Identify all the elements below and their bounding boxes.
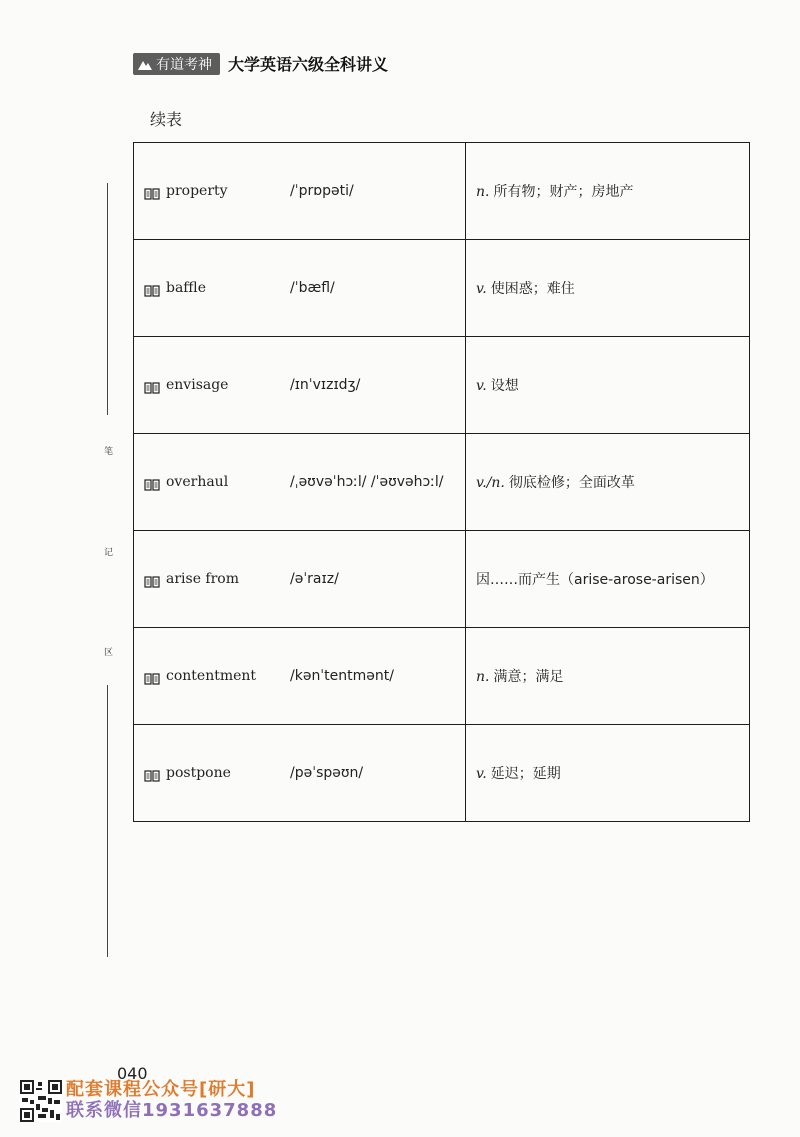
meaning: 设想 xyxy=(490,378,519,394)
part-of-speech: v. xyxy=(476,378,487,394)
word: postpone xyxy=(166,765,231,781)
phonetic: /ɪnˈvɪzɪdʒ/ xyxy=(290,377,361,393)
definition-cell xyxy=(466,240,750,337)
book-icon xyxy=(144,573,160,585)
definition-cell xyxy=(466,143,750,240)
table-row xyxy=(134,143,750,240)
word-cell xyxy=(134,628,466,725)
continued-label: 续表 xyxy=(150,110,183,129)
word-cell xyxy=(134,725,466,822)
table-row xyxy=(134,725,750,822)
phonetic: /pəˈspəʊn/ xyxy=(290,765,364,781)
margin-note-3: 区 xyxy=(104,648,114,658)
word-cell xyxy=(134,240,466,337)
meaning: 因……而产生（arise-arose-arisen） xyxy=(476,572,714,588)
word: overhaul xyxy=(166,474,229,490)
table-row xyxy=(134,240,750,337)
table-row xyxy=(134,434,750,531)
meaning: 延迟；延期 xyxy=(490,766,561,782)
promo-text xyxy=(66,1079,277,1121)
phonetic: /əˈraɪz/ xyxy=(290,571,339,587)
book-icon xyxy=(144,767,160,779)
word: contentment xyxy=(166,668,257,684)
meaning: 所有物；财产；房地产 xyxy=(493,184,634,200)
definition-cell xyxy=(466,434,750,531)
margin-divider-bottom xyxy=(107,685,108,957)
definition-cell xyxy=(466,725,750,822)
definition-cell xyxy=(466,628,750,725)
promo-line-2: 联系微信1931637888 xyxy=(66,1100,278,1121)
phonetic: /ˈbæfl/ xyxy=(290,280,335,296)
page-header xyxy=(133,52,388,75)
qr-code-icon xyxy=(20,1080,62,1122)
meaning: 彻底检修；全面改革 xyxy=(508,475,635,491)
phonetic: /ˌəʊvəˈhɔːl/ /ˈəʊvəhɔːl/ xyxy=(290,474,444,490)
promo-line-1: 配套课程公众号[研大] xyxy=(66,1079,256,1100)
part-of-speech: n. xyxy=(476,669,490,685)
brand-badge xyxy=(133,53,220,75)
phonetic: /kənˈtentmənt/ xyxy=(290,668,394,684)
word-cell xyxy=(134,434,466,531)
meaning: 满意；满足 xyxy=(493,669,564,685)
table-row xyxy=(134,531,750,628)
margin-note-1: 笔 xyxy=(104,447,114,457)
word: property xyxy=(166,183,228,199)
book-title: 大学英语六级全科讲义 xyxy=(228,55,389,74)
definition-cell xyxy=(466,337,750,434)
book-icon xyxy=(144,282,160,294)
meaning: 使困惑；难住 xyxy=(490,281,575,297)
phonetic: /ˈprɒpəti/ xyxy=(290,183,354,199)
margin-divider-top xyxy=(107,183,108,415)
page-number: 040 xyxy=(117,1064,148,1083)
table-row xyxy=(134,337,750,434)
part-of-speech: v. xyxy=(476,281,487,297)
book-icon xyxy=(144,670,160,682)
vocabulary-table xyxy=(133,142,750,822)
book-icon xyxy=(144,185,160,197)
mountain-logo-icon xyxy=(137,57,153,71)
margin-note-2: 记 xyxy=(104,548,114,558)
word: baffle xyxy=(166,280,207,296)
word: arise from xyxy=(166,571,240,587)
book-icon xyxy=(144,379,160,391)
word-cell xyxy=(134,337,466,434)
word: envisage xyxy=(166,377,229,393)
part-of-speech: v./n. xyxy=(476,475,505,491)
definition-cell xyxy=(466,531,750,628)
word-cell xyxy=(134,143,466,240)
word-cell xyxy=(134,531,466,628)
table-row xyxy=(134,628,750,725)
brand-name: 有道考神 xyxy=(156,56,212,73)
part-of-speech: v. xyxy=(476,766,487,782)
part-of-speech: n. xyxy=(476,184,490,200)
book-icon xyxy=(144,476,160,488)
